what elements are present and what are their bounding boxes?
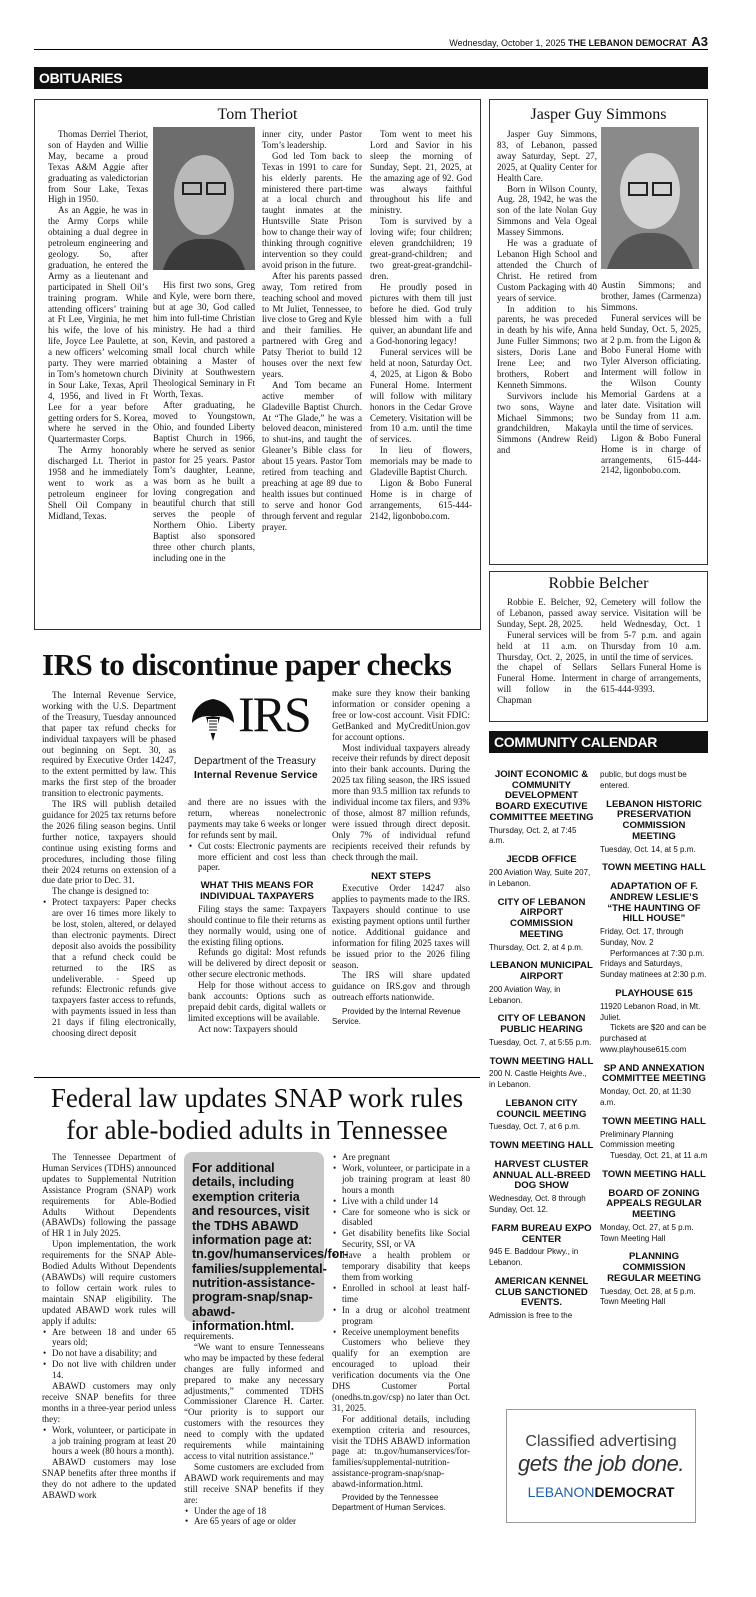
obit-simmons-col2: Austin Simmons; and brother, James (Carmenza) Simmons. Funeral services will be held Sunday, Oct. 5, 2025, at 2 p.m. from the Ligon & Bobo Funeral Home with Tyler Alverson officiating. Interment will follow in the Wilson County Memorial Gardens at a later date. Visitation will be Sunday from 11 a.m. until the time of services. Ligon & Bobo Funeral Home is in charge of arrangements, 615-444-2142, ligonbobo.com.: [601, 280, 701, 476]
ad-line2: gets the job done.: [518, 1451, 684, 1477]
ad-brand: LEBANONDEMOCRAT: [527, 1483, 675, 1500]
page-header: [449, 34, 708, 50]
calendar-column-left: [489, 770, 594, 1330]
obit-belcher-col2: Cemetery will follow the service. Visitation will be held Wednesday, Oct. 1 from 5-7 p.m. and again Thursday from 10 a.m. until the time of services. Sellars Funeral Home is in charge of arrangements, 615-444-9393.: [601, 597, 701, 695]
calendar-event: [489, 1160, 594, 1216]
header-date: Wednesday, October 1, 2025: [449, 38, 566, 48]
classified-ad: [506, 1409, 696, 1523]
obit-theriot-col4: Tom went to meet his Lord and Savior in his sleep the morning of Sunday, Sept. 21, 2025, at the amazing age of 92. God was always faithful throughout his life and ministry. Tom is survived by a loving wife; four children; eleven grandchildren; 19 great-grand-children; and two great-great-grandchil-dren. He proudly posed in pictures with them till just before he died. God truly blessed him with a full quiver, an abundant life and a God-honoring legacy! Funeral services will be held at noon, Saturday Oct. 4, 2025, at Ligon & Bobo Funeral Home. Interment will follow with military honors in the Cedar Grove Cemetery. Visitation will be from 10 a.m. until the time of services. In lieu of flowers, memorials may be made to Gladeville Baptist Church. Ligon & Bobo Funeral Home is in charge of arrangements, 615-444-2142, ligonbobo.com.: [370, 129, 472, 521]
calendar-event-title: LEBANON MUNICIPAL AIRPORT: [490, 960, 593, 983]
calendar-event-detail: Tuesday, Oct. 14, at 5 p.m.: [600, 844, 696, 854]
calendar-event: [600, 1189, 708, 1245]
irs-col2: and there are no issues with the return, whereas nonelectronic payments may take 6 weeks or longer for refunds sent by mail. • Cut costs: Electronic payments are more efficient and cost less than paper. WHAT THIS MEANS FOR INDIVIDUAL TAXPAYERS Filing stays the same: Taxpayers should continue to file their returns as they normally would, using one of the existing filing options. Refunds go digital: Most refunds will be delivered by direct deposit or other secure electronic methods. Help for those without access to bank accounts: Options such as prepaid debit cards, digital wallets or limited exceptions will be available. Act now: Taxpayers should: [188, 797, 326, 1035]
obit-theriot-col2: His first two sons, Greg and Kyle, were born there, but at age 30, God called him into full-time Christian ministry. He had a third son, Kevin, and pastored a small local church while obtaining a Master of Divinity at Southwestern Theological Seminary in Ft Worth, Texas. After graduating, he moved to Youngstown, Ohio, and founded Liberty Baptist Church in 1966, where he served as senior pastor for 25 years. Pastor Tom’s daughter, Leanne, was born as he built a loving congregation and beautiful church that still serves the people of Northern Ohio. Liberty Baptist also sponsored three other church plants, including one in the: [153, 280, 255, 563]
obit-theriot-col1: Thomas Derriel Theriot, son of Hayden and Willie May, became a proud Texas A&M Aggie after graduating as valedictorian from Sour Lake, Texas High in 1950. As an Aggie, he was in the Army Corps while obtaining a dual degree in petroleum engineering and geology. So, after graduation, he entered the Army as a lieutenant and participated in Shell Oil’s training program. While attending officers’ training at Ft Lee, Virginia, he met his wife, the love of his life, Joyce Lee Paulette, at a new officers’ welcoming party. They were married in Tom’s hometown church in Sour Lake, Texas, April 4, 1956, and lived in Ft Lee for a year before getting orders for S. Korea, where he served in the Quartermaster Corps. The Army honorably discharged Lt. Theriot in 1958 and he immediately went to work as a petroleum engineer for Shell Oil Company in Midland, Texas.: [48, 129, 148, 521]
calendar-event-title: TOWN MEETING HALL: [489, 1140, 594, 1152]
calendar-event-title: FARM BUREAU EXPO CENTER: [491, 1222, 592, 1245]
snap-headline: Federal law updates SNAP work rules for able-bodied adults in Tennessee: [50, 1083, 464, 1145]
calendar-event-detail: Admission is free to the: [489, 1311, 573, 1321]
calendar-event-detail: Thursday, Oct. 2, at 4 p.m.: [489, 942, 584, 952]
calendar-event-detail: Tuesday, Oct. 7, at 5:55 p.m.: [489, 1037, 592, 1047]
calendar-event-detail: Monday, Oct. 27, at 5 p.m. Town Meeting Hall: [600, 1222, 694, 1243]
snap-credit: Provided by the Tennessee Department of Human Services.: [332, 1493, 446, 1513]
portrait-photo-theriot: [153, 127, 255, 270]
irs-credit: Provided by the Internal Revenue Service.: [332, 1007, 461, 1027]
calendar-event-title: LEBANON CITY COUNCIL MEETING: [496, 1097, 587, 1120]
calendar-event: [489, 1057, 594, 1091]
calendar-event-title: TOWN MEETING HALL: [602, 1168, 706, 1180]
calendar-event-detail: 200 Aviation Way, Suite 207, in Lebanon.: [489, 868, 591, 888]
calendar-event-title: JECDB OFFICE: [506, 854, 577, 866]
calendar-event: [600, 1064, 708, 1109]
article-divider: [34, 1077, 480, 1078]
header-rule: [34, 49, 708, 50]
header-page-number: A3: [691, 34, 708, 49]
calendar-event-title: TOWN MEETING HALL: [602, 862, 706, 874]
portrait-photo-simmons: [601, 127, 699, 269]
snap-info-box: For additional details, including exemption criteria and resources, visit the TDHS ABAWD information page at: tn.gov/humanservices/for-families/supplemental-nutrition-assistance-program-snap/snap-abawd-information.html.: [184, 1152, 324, 1322]
calendar-event-detail: Friday, Oct. 17, through Sunday, Nov. 2: [600, 927, 684, 947]
calendar-event-detail: Tickets are $20 and can be purchased at www.playhouse615.com: [600, 1023, 707, 1054]
calendar-event: [489, 855, 594, 889]
calendar-event-detail: Thursday, Oct. 2, at 7:45 a.m.: [489, 825, 577, 846]
irs-col1: The Internal Revenue Service, working with the U.S. Department of the Treasury, Tuesday announced that paper tax refund checks for individual taxpayers will be phased out beginning on Sept. 30, as required by Executive Order 14247, to the extent permitted by law. This marks the first step of the broader transition to electronic payments. The IRS will publish detailed guidance for 2025 tax returns before the 2026 filing season begins. Until further notice, taxpayers should continue using existing forms and procedures, including those filing their 2024 returns on extension of a due date prior to Dec. 31. The change is designed to: • Protect taxpayers: Paper checks are over 16 times more likely to be lost, stolen, altered, or delayed than electronic payments. Direct deposit also avoids the possibility that a refund check could be returned to the IRS as undeliverable. · Speed up refunds: Electronic refunds give taxpayers faster access to refunds, with payments issued in less than 21 days if filing electronically, choosing direct deposit: [42, 690, 176, 1039]
calendar-event: [489, 1014, 594, 1048]
obituary-name-simmons: Jasper Guy Simmons: [530, 106, 667, 123]
calendar-event-title: PLANNING COMMISSION REGULAR MEETING: [607, 1251, 701, 1284]
obituary-name-belcher: Robbie Belcher: [548, 575, 649, 592]
irs-logo: IRS Department of the Treasury Internal Revenue Service: [188, 693, 326, 787]
calendar-event-detail: 200 Aviation Way, in Lebanon.: [489, 984, 561, 1005]
snap-col3: • Are pregnant • Work, volunteer, or participate in a job training program at least 80 hours a month • Live with a child under 14 • Care for someone who is sick or disabled • Get disability benefits like Social Security, SSI, or VA • Have a health problem or temporary disability that keeps them from working • Enrolled in school at least half-time • In a drug or alcohol treatment program • Receive unemployment benefits Customers who believe they qualify for an exemption are encouraged to upload their verification documents via the One DHS Customer Portal (onedhs.tn.gov/csp) no later than Oct. 31, 2025. For additional details, including exemption criteria and resources, visit the TDHS ABAWD information page at: tn.gov/humanservices/for-families/supplemental-nutrition-assistance-program-snap/snap-abawd-information.html. Provided by the Tennessee Department of Human Services.: [332, 1152, 470, 1513]
calendar-event: [600, 1117, 708, 1162]
calendar-event-title: ADAPTATION OF F. ANDREW LESLIE’S “THE HAUNTING OF HILL HOUSE”: [607, 881, 701, 925]
snap-col2: requirements. “We want to ensure Tennesseans who may be impacted by these federal changes are fully informed and prepared to make any necessary adjustments,” commented TDHS Commissioner Clarence H. Carter. “Our priority is to support our customers with the resources they need to comply with the updated requirements while maintaining access to vital nutrition assistance.” Some customers are excluded from ABAWD work requirements and may still receive SNAP benefits if they are: • Under the age of 18 • Are 65 years of age or older: [184, 1331, 324, 1527]
calendar-event-title: LEBANON HISTORIC PRESERVATION COMMISSION MEETING: [606, 798, 702, 842]
calendar-event: [600, 1170, 708, 1181]
calendar-event-detail: Tuesday, Oct. 28, at 5 p.m. Town Meeting Hall: [600, 1286, 696, 1307]
calendar-event: [600, 989, 708, 1056]
calendar-event: [600, 1252, 708, 1308]
calendar-event-detail: public, but dogs must be entered.: [600, 770, 687, 790]
irs-subheading-next-steps: NEXT STEPS: [371, 870, 431, 882]
calendar-event-title: JOINT ECONOMIC & COMMUNITY DEVELOPMENT BOARD EXECUTIVE COMMITTEE MEETING: [489, 769, 594, 823]
calendar-event: [600, 800, 708, 856]
calendar-event-detail: 945 E. Baddour Pkwy., in Lebanon.: [489, 1247, 579, 1268]
calendar-event-title: HARVEST CLUSTER ANNUAL ALL-BREED DOG SHOW: [492, 1158, 591, 1192]
calendar-event-detail: Monday, Oct. 20, at 11:30 a.m.: [600, 1087, 691, 1107]
calendar-event: [489, 961, 594, 1006]
header-paper: THE LEBANON DEMOCRAT: [568, 38, 687, 48]
calendar-event-title: AMERICAN KENNEL CLUB SANCTIONED EVENTS.: [494, 1275, 589, 1309]
calendar-event: [489, 1141, 594, 1152]
irs-subheading-taxpayers: WHAT THIS MEANS FOR INDIVIDUAL TAXPAYERS: [200, 880, 314, 903]
calendar-event-detail: 200 N. Castle Heights Ave., in Lebanon.: [489, 1069, 587, 1090]
calendar-event: [600, 770, 708, 792]
calendar-event: [489, 1099, 594, 1133]
calendar-event-detail: Performances at 7:30 p.m. Fridays and Saturdays, Sunday matinees at 2:30 p.m.: [600, 948, 707, 980]
irs-col3: make sure they know their banking information or consider opening a free or low-cost account. Visit FDIC: GetBanked and MyCreditUnion.gov for account options. Most individual taxpayers already receive their refunds by direct deposit into their bank accounts. During the 2025 tax filing season, the IRS issued more than 93.5 million tax refunds to individual income tax filers, and 93% of those, almost 87 million refunds, were issued through direct deposit. Only 7% of individual refund recipients received their refunds by check through the mail. NEXT STEPS Executive Order 14247 also applies to payments made to the IRS. Taxpayers should continue to use existing payment options until further notice. Additional guidance and information for filing 2025 taxes will be issued prior to the 2026 filing season. The IRS will share updated guidance on IRS.gov and through outreach efforts nationwide. Provided by the Internal Revenue Service.: [332, 688, 470, 1027]
calendar-event-detail: Tuesday, Oct. 7, at 6 p.m.: [489, 1122, 581, 1132]
calendar-event-title: TOWN MEETING HALL: [489, 1055, 594, 1067]
obituary-name-theriot: Tom Theriot: [217, 106, 298, 123]
calendar-event: [600, 863, 708, 874]
calendar-event-title: PLAYHOUSE 615: [615, 987, 693, 999]
calendar-event: [489, 898, 594, 954]
ad-line1: Classified advertising: [525, 1433, 677, 1450]
calendar-event: [489, 770, 594, 847]
calendar-event: [600, 882, 708, 981]
calendar-event-title: TOWN MEETING HALL: [602, 1115, 706, 1127]
obit-theriot-col3: inner city, under Pastor Tom’s leadership. God led Tom back to Texas in 1991 to care for his elderly parents. He ministered there part-time at a local church and taught inmates at the Huntsville State Prison how to change their way of thinking through cognitive intervention so they could avoid prison in the future. After his parents passed away, Tom retired from teaching school and moved to Mt Juliet, Tennessee, to live close to Greg and Kyle and their families. He partnered with Greg and Patsy Theriot to build 12 houses over the next few years. And Tom became an active member of Gladeville Baptist Church. At “The Glade,” he was a beloved deacon, ministered to shut-ins, and taught the Gleaner’s Bible class for about 15 years. Pastor Tom retired from teaching and preaching at age 89 due to health issues but continued to serve and honor God through fervent and regular prayer.: [262, 129, 362, 532]
calendar-event: [489, 1277, 594, 1322]
calendar-event-title: BOARD OF ZONING APPEALS REGULAR MEETING: [606, 1187, 702, 1221]
snap-col1: The Tennessee Department of Human Services (TDHS) announced updates to Supplemental Nutrition Assistance Program (SNAP) work requirements for Able-Bodied Adults Without Dependents (ABAWDs) following the passage of HR 1 in July 2025. Upon implementation, the work requirements for the SNAP Able-Bodied Adults Without Dependents (ABAWDs) will require customers to follow certain work rules to maintain SNAP eligibility. The updated ABAWD work rules will apply if adults: • Are between 18 and under 65 years old; • Do not have a disability; and • Do not live with children under 14. ABAWD customers may only receive SNAP benefits for three months in a three-year period unless they: • Work, volunteer, or participate in a job training program at least 20 hours a week (80 hours a month). ABAWD customers may lose SNAP benefits after three months if they do not adhere to the updated ABAWD work: [42, 1152, 176, 1501]
calendar-event-detail: Preliminary Planning Commission meeting: [600, 1129, 675, 1150]
calendar-event-detail: 11920 Lebanon Road, in Mt. Juliet.: [600, 1001, 701, 1022]
irs-headline: IRS to discontinue paper checks: [42, 647, 452, 682]
calendar-event-title: CITY OF LEBANON AIRPORT COMMISSION MEETING: [497, 896, 586, 940]
eagle-icon: [188, 693, 238, 745]
calendar-event-detail: Wednesday, Oct. 8 through Sunday, Oct. 12.: [489, 1194, 586, 1214]
calendar-event-title: CITY OF LEBANON PUBLIC HEARING: [497, 1013, 586, 1036]
obit-belcher-col1: Robbie E. Belcher, 92, of Lebanon, passed away Sunday, Sept. 28, 2025. Funeral services will be held at 11 a.m. on Thursday, Oct. 2, 2025, in the chapel of Sellars Funeral Home. Interment will follow in the Chapman: [497, 597, 597, 706]
section-bar-obituaries: OBITUARIES: [34, 67, 708, 89]
obit-simmons-col1: Jasper Guy Simmons, 83, of Lebanon, passed away Saturday, Sept. 27, 2025, at Quality Center for Health Care. Born in Wilson County, Aug. 28, 1942, he was the son of the late Nolan Guy Simmons and Vela Ogeal Massey Simmons. He was a graduate of Lebanon High School and attended the Church of Christ. He retired from Custom Packaging with 40 years of service. In addition to his parents, he was preceded in death by his wife, Anna June Fuller Simmons; two sisters, Doris Lane and Irene Lee; and two brothers, Robert and Kenneth Simmons. Survivors include his two sons, Wayne and Michael Simmons; two grandchildren, Makayla Simmons (Andrew Reid) and: [497, 129, 597, 456]
calendar-event-detail: Tuesday, Oct. 21, at 11 a.m: [610, 1151, 708, 1161]
calendar-event-title: SP AND ANNEXATION COMMITTEE MEETING: [602, 1062, 706, 1085]
section-bar-calendar: COMMUNITY CALENDAR: [489, 731, 708, 753]
calendar-event: [489, 1224, 594, 1269]
calendar-column-right: [600, 770, 708, 1316]
